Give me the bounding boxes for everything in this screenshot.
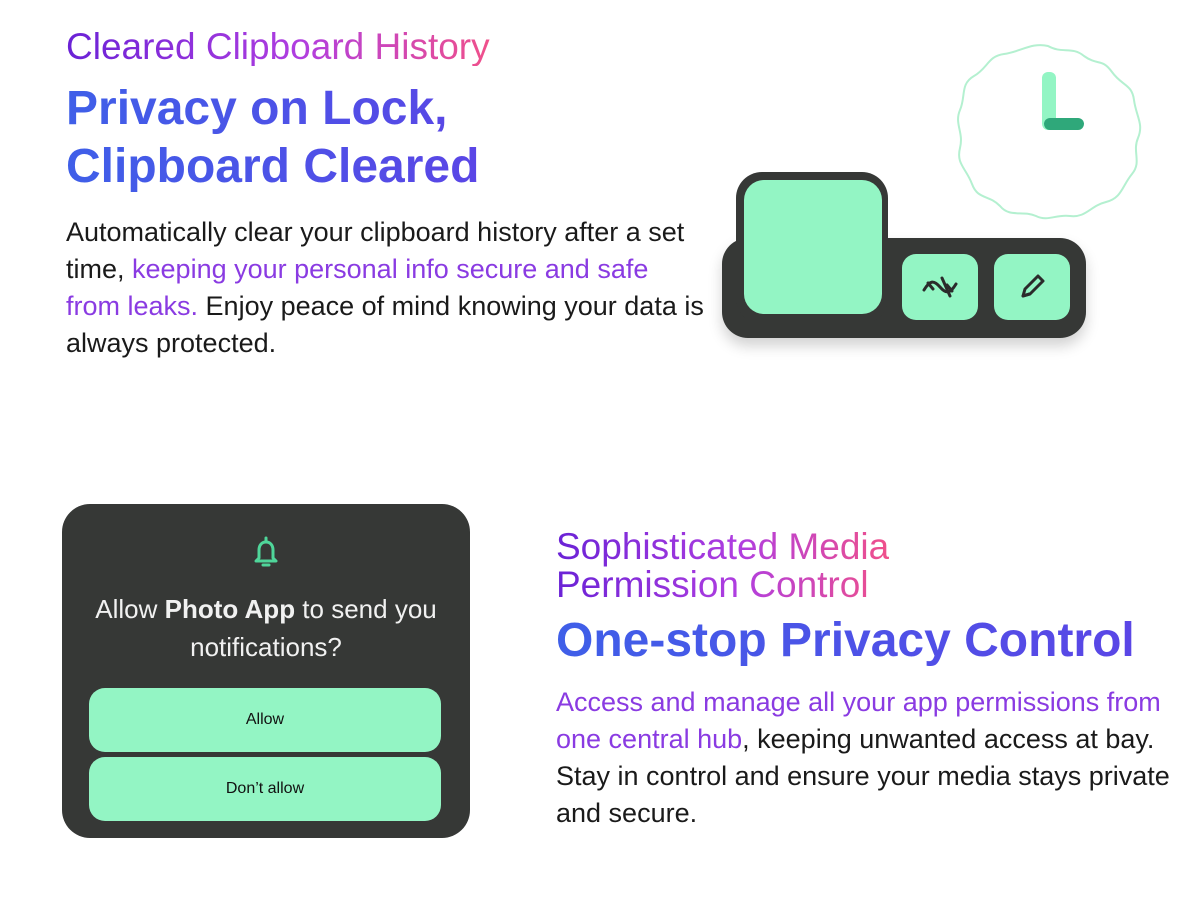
media-section-body <box>556 684 1176 832</box>
body-text: Automatically clear your clipboard history after a set time, <box>66 217 685 284</box>
hide-button[interactable] <box>902 254 978 320</box>
dialog-message-prefix: Allow <box>95 594 165 624</box>
dont-allow-button[interactable]: Don’t allow <box>89 757 441 821</box>
clipboard-section-headline <box>66 80 479 196</box>
dialog-message-suffix: to send you notifications? <box>190 594 437 662</box>
allow-button[interactable]: Allow <box>89 688 441 752</box>
hidden-eye-icon <box>920 274 960 300</box>
headline-line-2: Clipboard Cleared <box>66 140 480 193</box>
media-section-headline: One-stop Privacy Control <box>556 612 1135 670</box>
body-text: , keeping unwanted access at bay. Stay in control and ensure your media stays private and secure. <box>556 724 1170 828</box>
clipboard-section-kicker: Cleared Clipboard History <box>66 26 490 67</box>
media-section-kicker <box>556 528 889 604</box>
clipboard-preview[interactable] <box>744 180 882 314</box>
clipboard-section-body <box>66 214 706 362</box>
pencil-icon <box>1016 271 1048 303</box>
dialog-app-name: Photo App <box>164 594 296 624</box>
clock-icon <box>952 40 1144 220</box>
kicker-line-1: Sophisticated Media <box>556 526 890 567</box>
dialog-message <box>62 590 470 666</box>
kicker-line-2: Permission Control <box>556 564 869 605</box>
body-highlight: Access and manage all your app permissions from one central hub <box>556 687 1161 754</box>
headline-line-1: Privacy on Lock, <box>66 82 448 135</box>
body-highlight: keeping your personal info secure and safe from leaks. <box>66 254 649 321</box>
edit-button[interactable] <box>994 254 1070 320</box>
body-text: Enjoy peace of mind knowing your data is always protected. <box>66 291 704 358</box>
bell-icon <box>251 536 281 568</box>
